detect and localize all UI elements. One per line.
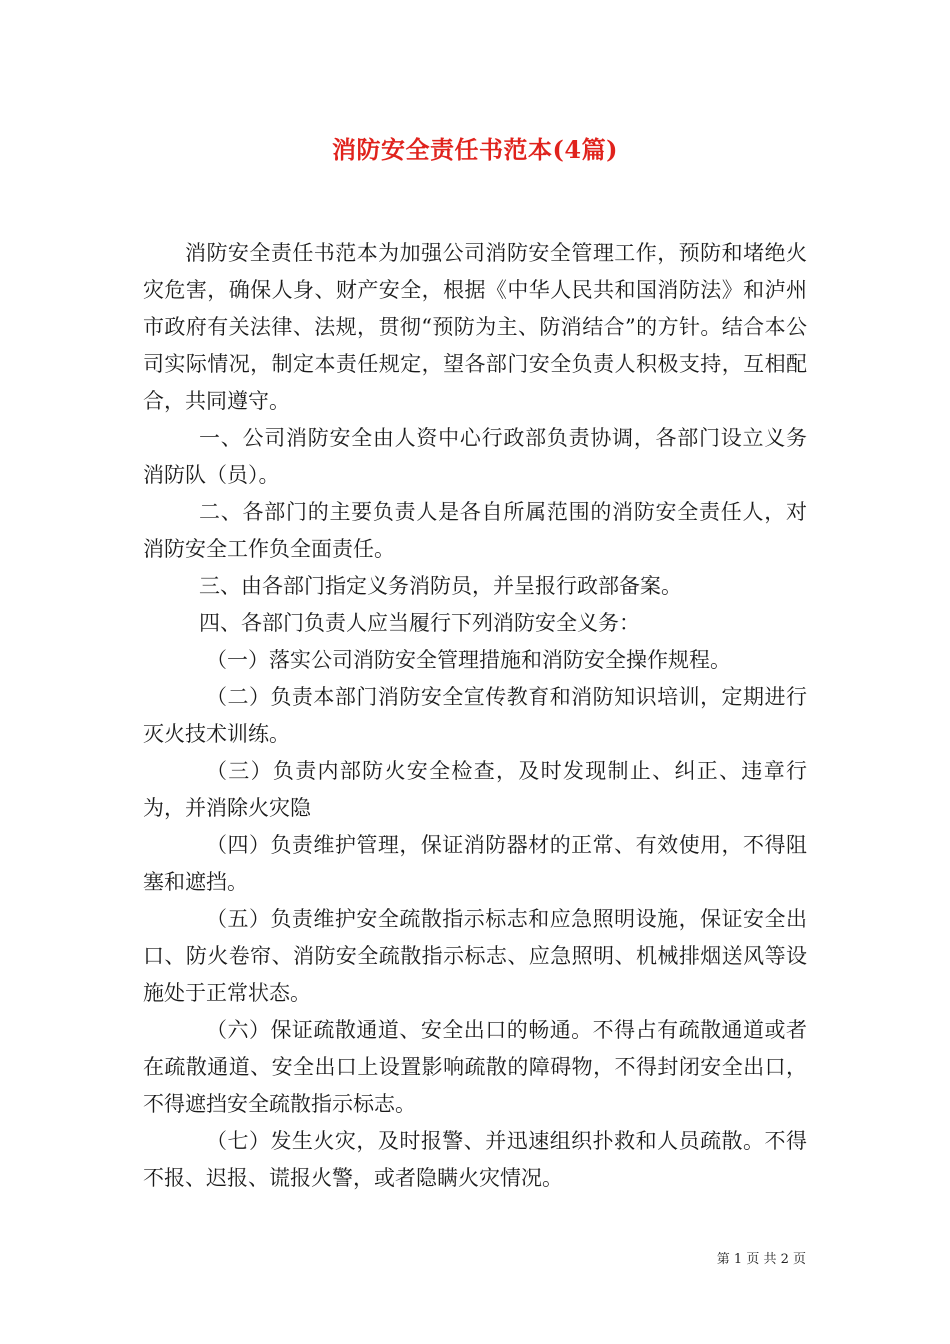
clause-1-paragraph: 一、公司消防安全由人资中心行政部负责协调，各部门设立义务消防队（员）。 bbox=[143, 426, 807, 487]
duty-3-paragraph: （三）负责内部防火安全检查，及时发现制止、纠正、违章行为，并消除火灾隐 bbox=[143, 759, 807, 820]
duty-4-paragraph: （四）负责维护管理，保证消防器材的正常、有效使用，不得阻塞和遮挡。 bbox=[143, 833, 807, 894]
duty-2-paragraph: （二）负责本部门消防安全宣传教育和消防知识培训，定期进行灭火技术训练。 bbox=[143, 685, 807, 746]
document-body bbox=[143, 235, 807, 1197]
duty-5-paragraph: （五）负责维护安全疏散指示标志和应急照明设施，保证安全出口、防火卷帘、消防安全疏散指示标志、应急照明、机械排烟送风等设施处于正常状态。 bbox=[143, 907, 807, 1005]
duty-1-paragraph: （一）落实公司消防安全管理措施和消防安全操作规程。 bbox=[206, 648, 731, 672]
clause-4-paragraph: 四、各部门负责人应当履行下列消防安全义务： bbox=[199, 611, 640, 635]
clause-2-paragraph: 二、各部门的主要负责人是各自所属范围的消防安全责任人，对消防安全工作负全面责任。 bbox=[143, 500, 807, 561]
duty-6-paragraph: （六）保证疏散通道、安全出口的畅通。不得占有疏散通道或者在疏散通道、安全出口上设置影响疏散的障碍物，不得封闭安全出口，不得遮挡安全疏散指示标志。 bbox=[143, 1018, 807, 1116]
intro-paragraph: 消防安全责任书范本为加强公司消防安全管理工作，预防和堵绝火灾危害，确保人身、财产安全，根据《中华人民共和国消防法》和泸州市政府有关法律、法规，贯彻“预防为主、防消结合”的方针。结合本公司实际情况，制定本责任规定，望各部门安全负责人积极支持，互相配合，共同遵守。 bbox=[143, 241, 807, 413]
page-number: 第 1 页 共 2 页 bbox=[716, 1252, 806, 1267]
document-title: 消防安全责任书范本(4篇) bbox=[332, 135, 618, 164]
duty-7-paragraph: （七）发生火灾，及时报警、并迅速组织扑救和人员疏散。不得不报、迟报、谎报火警，或者隐瞒火灾情况。 bbox=[143, 1129, 807, 1190]
clause-3-paragraph: 三、由各部门指定义务消防员，并呈报行政部备案。 bbox=[199, 574, 682, 598]
